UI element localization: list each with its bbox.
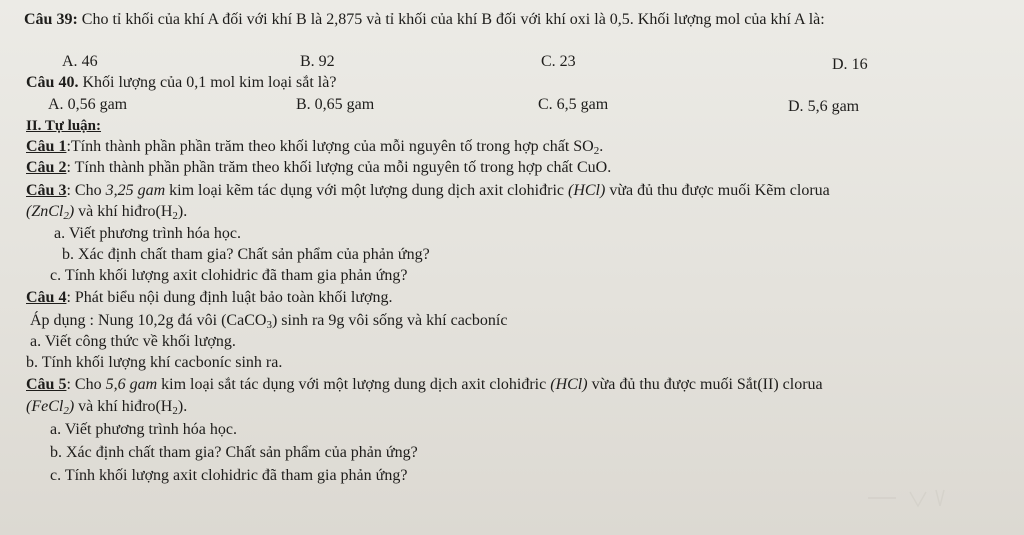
option-key: D.: [788, 98, 804, 115]
question-text: vừa đủ thu được muối Kẽm clorua: [605, 182, 830, 199]
subscript: 2: [63, 210, 69, 222]
question-39: [24, 10, 825, 30]
subscript: 2: [172, 210, 178, 222]
question-number: Câu 1: [26, 138, 67, 155]
mass-value: 3,25 gam: [105, 182, 166, 199]
option-key: B.: [300, 53, 315, 70]
question-text: : Phát biểu nội dung định luật bảo toàn khối lượng.: [66, 289, 393, 306]
question-text: kim loại kẽm tác dụng với một lượng dung dịch axit clohiđric: [165, 182, 568, 199]
essay-question-5: [26, 375, 823, 395]
option-value: 5,6 gam: [807, 98, 860, 115]
question-text: :Tính thành phần phần trăm theo khối lượng của mỗi nguyên tố trong hợp chất SO: [66, 138, 594, 155]
subscript: 2: [593, 145, 600, 157]
q4-part-b: b. Tính khối lượng khí cacboníc sinh ra.: [26, 354, 283, 371]
option-value: 0,56 gam: [67, 96, 128, 113]
option-key: B.: [296, 96, 311, 113]
acid-formula: (HCl): [568, 182, 606, 199]
q3-part-a: a. Viết phương trình hóa học.: [54, 225, 241, 242]
question-text: : Cho: [66, 182, 106, 199]
application-text-end: ) sinh ra 9g vôi sống và khí cacboníc: [271, 312, 508, 329]
gas-text-end: ).: [177, 398, 188, 415]
q4-application: [30, 311, 507, 331]
mass-value: 5,6 gam: [105, 376, 158, 393]
option-value: 92: [318, 53, 335, 70]
essay-question-2: [26, 158, 611, 178]
q5-part-c: c. Tính khối lượng axit clohidric đã tham gia phản ứng?: [50, 467, 408, 484]
question-40-number: Câu 40.: [26, 74, 79, 91]
question-39-number: Câu 39:: [24, 11, 78, 28]
option-value: 6,5 gam: [556, 96, 609, 113]
question-number: Câu 2: [26, 159, 67, 176]
question-text: : Tính thành phần phần trăm theo khối lượng của mỗi nguyên tố trong hợp chất CuO.: [66, 159, 612, 176]
option-value: 46: [81, 53, 98, 70]
q4-part-a: a. Viết công thức về khối lượng.: [30, 333, 236, 350]
question-text: : Cho: [66, 376, 106, 393]
q40-option-b: [296, 95, 374, 115]
q40-option-a: [48, 95, 127, 115]
option-value: 0,65 gam: [314, 96, 375, 113]
q3-part-b: b. Xác định chất tham gia? Chất sản phẩm của phản ứng?: [62, 246, 430, 263]
option-value: 23: [559, 53, 576, 70]
q39-option-c: [541, 52, 576, 72]
application-text: Áp dụng : Nung 10,2g đá vôi (CaCO: [30, 312, 267, 329]
question-number: Câu 5: [26, 376, 67, 393]
question-number: Câu 4: [26, 289, 67, 306]
q39-option-d: [832, 55, 868, 75]
essay-question-5-continued: [26, 397, 187, 417]
option-key: D.: [832, 56, 848, 73]
essay-question-4: [26, 288, 392, 308]
salt-formula: (FeCl: [26, 398, 64, 415]
essay-question-3: [26, 181, 830, 201]
q5-part-a: a. Viết phương trình hóa học.: [50, 421, 237, 438]
q40-option-c: [538, 95, 608, 115]
gas-text-end: ).: [177, 203, 188, 220]
acid-formula: (HCl): [550, 376, 588, 393]
question-number: Câu 3: [26, 182, 67, 199]
punctuation: .: [599, 138, 604, 155]
subscript: 2: [63, 405, 69, 417]
option-key: A.: [62, 53, 78, 70]
subscript: 2: [172, 405, 178, 417]
show-through-marks: [860, 470, 980, 530]
section-title: II. Tự luận:: [26, 118, 102, 134]
q39-option-a: [62, 52, 98, 72]
salt-formula-close: ): [68, 398, 75, 415]
essay-question-3-continued: [26, 202, 187, 222]
gas-text: và khí hiđro(H: [74, 203, 173, 220]
q5-part-b: b. Xác định chất tham gia? Chất sản phẩm của phản ứng?: [50, 444, 418, 461]
question-39-text: Cho tỉ khối của khí A đối với khí B là 2,875 và tỉ khối của khí B đối với khí oxi là 0,5. Khối lượng mol của khí A là:: [81, 11, 825, 28]
q40-option-d: [788, 97, 859, 117]
subscript: 3: [266, 319, 272, 331]
question-40: [26, 73, 336, 93]
gas-text: và khí hiđro(H: [74, 398, 173, 415]
option-key: C.: [538, 96, 553, 113]
q3-part-c: c. Tính khối lượng axit clohidric đã tham gia phản ứng?: [50, 267, 408, 284]
question-40-text: Khối lượng của 0,1 mol kim loại sắt là?: [82, 74, 337, 91]
salt-formula: (ZnCl: [26, 203, 64, 220]
question-text: vừa đủ thu được muối Sắt(II) clorua: [587, 376, 823, 393]
option-key: A.: [48, 96, 64, 113]
q39-option-b: [300, 52, 335, 72]
option-value: 16: [851, 56, 868, 73]
salt-formula-close: ): [68, 203, 75, 220]
question-text: kim loại sắt tác dụng với một lượng dung dịch axit clohiđric: [157, 376, 551, 393]
option-key: C.: [541, 53, 556, 70]
essay-question-1: [26, 137, 603, 157]
